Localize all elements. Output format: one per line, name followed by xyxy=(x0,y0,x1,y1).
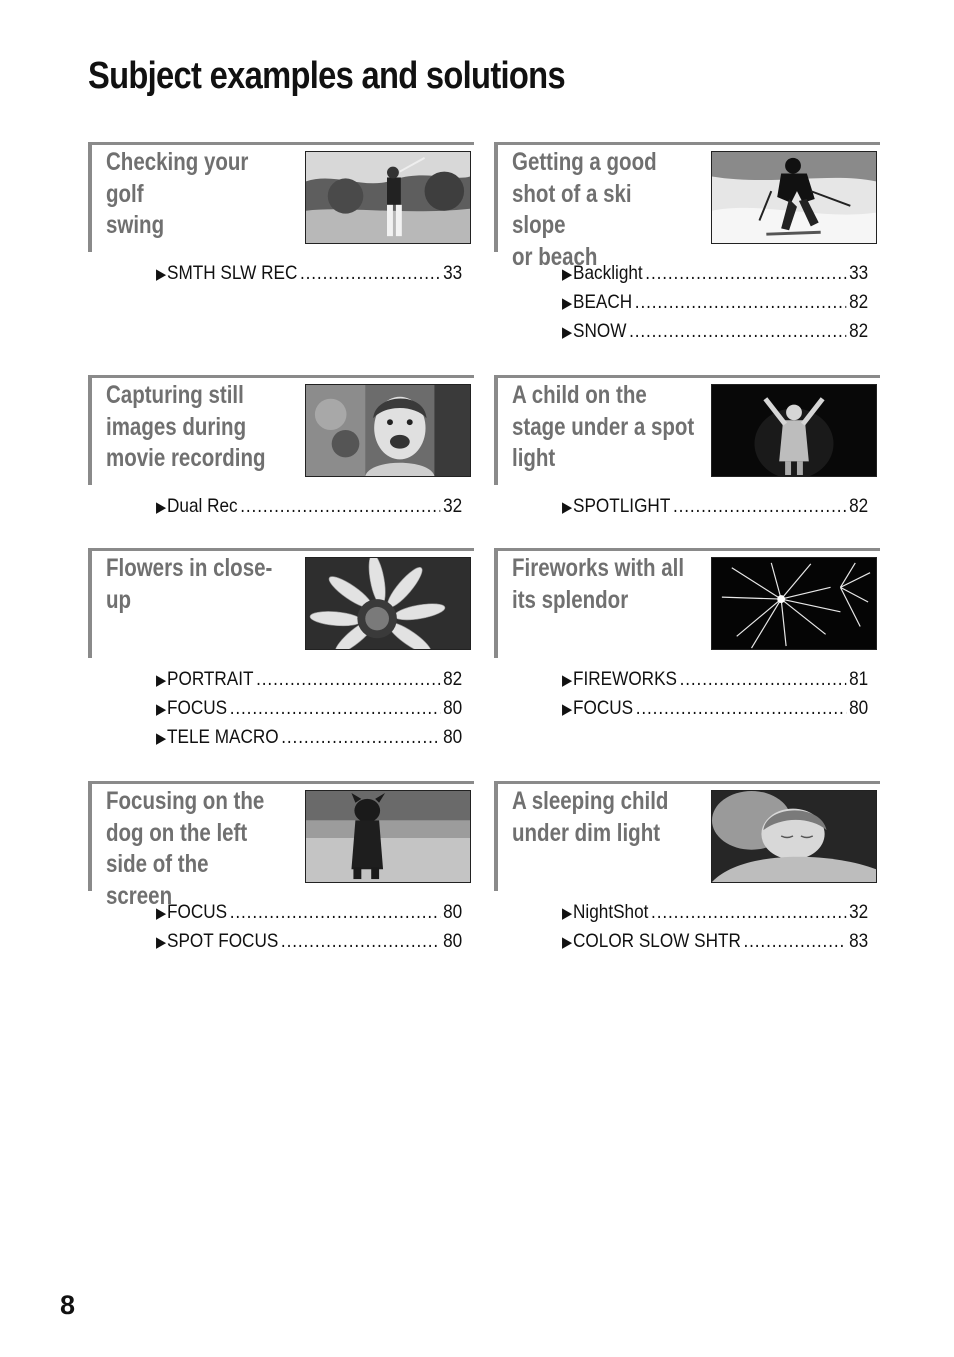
reference-page: 80 xyxy=(849,697,869,719)
section-box xyxy=(88,375,474,485)
section-ski-beach xyxy=(494,142,880,349)
reference-page: 33 xyxy=(849,262,869,284)
reference-label: SPOT FOCUS xyxy=(167,930,279,952)
leader-dots xyxy=(743,930,846,953)
triangle-bullet-icon: ▶ xyxy=(562,266,573,283)
reference-page: 80 xyxy=(443,726,463,748)
leader-dots xyxy=(240,495,440,518)
reference-item[interactable] xyxy=(156,697,462,726)
triangle-bullet-icon: ▶ xyxy=(562,934,573,951)
reference-label: FIREWORKS xyxy=(573,668,677,690)
reference-label: COLOR SLOW SHTR xyxy=(573,930,741,952)
section-box xyxy=(88,548,474,658)
stage-child-photo xyxy=(711,384,877,477)
reference-item[interactable] xyxy=(156,726,462,755)
leader-dots xyxy=(673,495,847,518)
page-number: 8 xyxy=(60,1290,76,1320)
section-heading: Capturing still images during movie recording xyxy=(106,381,266,472)
reference-label: TELE MACRO xyxy=(167,726,279,748)
triangle-bullet-icon: ▶ xyxy=(562,905,573,922)
reference-page: 80 xyxy=(443,901,463,923)
section-golf-swing xyxy=(88,142,474,291)
dog-photo xyxy=(305,790,471,883)
section-box xyxy=(494,375,880,485)
reference-item[interactable] xyxy=(562,901,868,930)
reference-list xyxy=(562,495,868,524)
leader-dots xyxy=(680,668,847,691)
reference-list xyxy=(562,901,868,959)
section-heading: Checking your golf swing xyxy=(106,148,249,239)
section-heading: Fireworks with all its splendor xyxy=(512,554,685,614)
reference-page: 82 xyxy=(849,291,869,313)
reference-label: NightShot xyxy=(573,901,649,923)
reference-list xyxy=(156,495,462,524)
triangle-bullet-icon: ▶ xyxy=(562,324,573,341)
triangle-bullet-icon: ▶ xyxy=(562,499,573,516)
reference-item[interactable] xyxy=(156,668,462,697)
section-heading: A child on the stage under a spot light xyxy=(512,381,695,472)
triangle-bullet-icon: ▶ xyxy=(156,701,167,718)
leader-dots xyxy=(636,697,847,720)
triangle-bullet-icon: ▶ xyxy=(156,499,167,516)
section-heading: Flowers in close- up xyxy=(106,554,273,614)
leader-dots xyxy=(635,291,847,314)
section-dual-rec xyxy=(88,375,474,524)
reference-item[interactable] xyxy=(562,262,868,291)
leader-dots xyxy=(256,668,440,691)
reference-label: SPOTLIGHT xyxy=(573,495,671,517)
reference-label: FOCUS xyxy=(167,697,228,719)
reference-label: FOCUS xyxy=(573,697,634,719)
leader-dots xyxy=(645,262,846,285)
triangle-bullet-icon: ▶ xyxy=(156,730,167,747)
golfer-photo xyxy=(305,151,471,244)
reference-list xyxy=(156,901,462,959)
section-fireworks xyxy=(494,548,880,726)
reference-label: SMTH SLW REC xyxy=(167,262,298,284)
reference-label: PORTRAIT xyxy=(167,668,254,690)
triangle-bullet-icon: ▶ xyxy=(156,934,167,951)
section-box xyxy=(88,781,474,910)
reference-page: 82 xyxy=(849,495,869,517)
reference-page: 32 xyxy=(443,495,463,517)
reference-item[interactable] xyxy=(562,320,868,349)
reference-page: 80 xyxy=(443,697,463,719)
reference-list xyxy=(562,668,868,726)
page-title: Subject examples and solutions xyxy=(88,55,565,98)
section-flowers xyxy=(88,548,474,755)
reference-list xyxy=(156,668,462,755)
reference-label: SNOW xyxy=(573,320,627,342)
leader-dots xyxy=(651,901,846,924)
fireworks-photo xyxy=(711,557,877,650)
triangle-bullet-icon: ▶ xyxy=(562,672,573,689)
reference-label: Dual Rec xyxy=(167,495,238,517)
reference-list xyxy=(562,262,868,349)
section-spotlight xyxy=(494,375,880,524)
leader-dots xyxy=(230,697,441,720)
reference-item[interactable] xyxy=(562,291,868,320)
section-box xyxy=(88,142,474,252)
reference-item[interactable] xyxy=(156,262,462,291)
triangle-bullet-icon: ▶ xyxy=(156,905,167,922)
reference-page: 81 xyxy=(849,668,869,690)
leader-dots xyxy=(629,320,846,343)
triangle-bullet-icon: ▶ xyxy=(562,295,573,312)
reference-list xyxy=(156,262,462,291)
leader-dots xyxy=(281,726,440,749)
reference-item[interactable] xyxy=(562,668,868,697)
reference-page: 82 xyxy=(443,668,463,690)
laughing-child-photo xyxy=(305,384,471,477)
reference-page: 32 xyxy=(849,901,869,923)
reference-item[interactable] xyxy=(562,495,868,524)
section-box xyxy=(494,142,880,271)
reference-page: 83 xyxy=(849,930,869,952)
reference-item[interactable] xyxy=(156,901,462,930)
reference-page: 33 xyxy=(443,262,463,284)
reference-page: 82 xyxy=(849,320,869,342)
sleeping-child-photo xyxy=(711,790,877,883)
section-box xyxy=(494,548,880,658)
reference-label: FOCUS xyxy=(167,901,228,923)
section-heading: A sleeping child under dim light xyxy=(512,787,669,847)
reference-page: 80 xyxy=(443,930,463,952)
reference-item[interactable] xyxy=(156,930,462,959)
reference-label: BEACH xyxy=(573,291,633,313)
section-sleeping-child xyxy=(494,781,880,959)
section-heading: Focusing on the dog on the left side of the screen xyxy=(106,787,265,910)
reference-item[interactable] xyxy=(562,930,868,959)
reference-item[interactable] xyxy=(562,697,868,726)
section-dog-focus xyxy=(88,781,474,959)
triangle-bullet-icon: ▶ xyxy=(156,672,167,689)
triangle-bullet-icon: ▶ xyxy=(562,701,573,718)
section-box xyxy=(494,781,880,891)
leader-dots xyxy=(281,930,441,953)
skier-photo xyxy=(711,151,877,244)
leader-dots xyxy=(300,262,441,285)
reference-label: Backlight xyxy=(573,262,643,284)
section-heading: Getting a good shot of a ski slope or beach xyxy=(512,148,657,271)
reference-item[interactable] xyxy=(156,495,462,524)
flower-photo xyxy=(305,557,471,650)
leader-dots xyxy=(230,901,441,924)
triangle-bullet-icon: ▶ xyxy=(156,266,167,283)
